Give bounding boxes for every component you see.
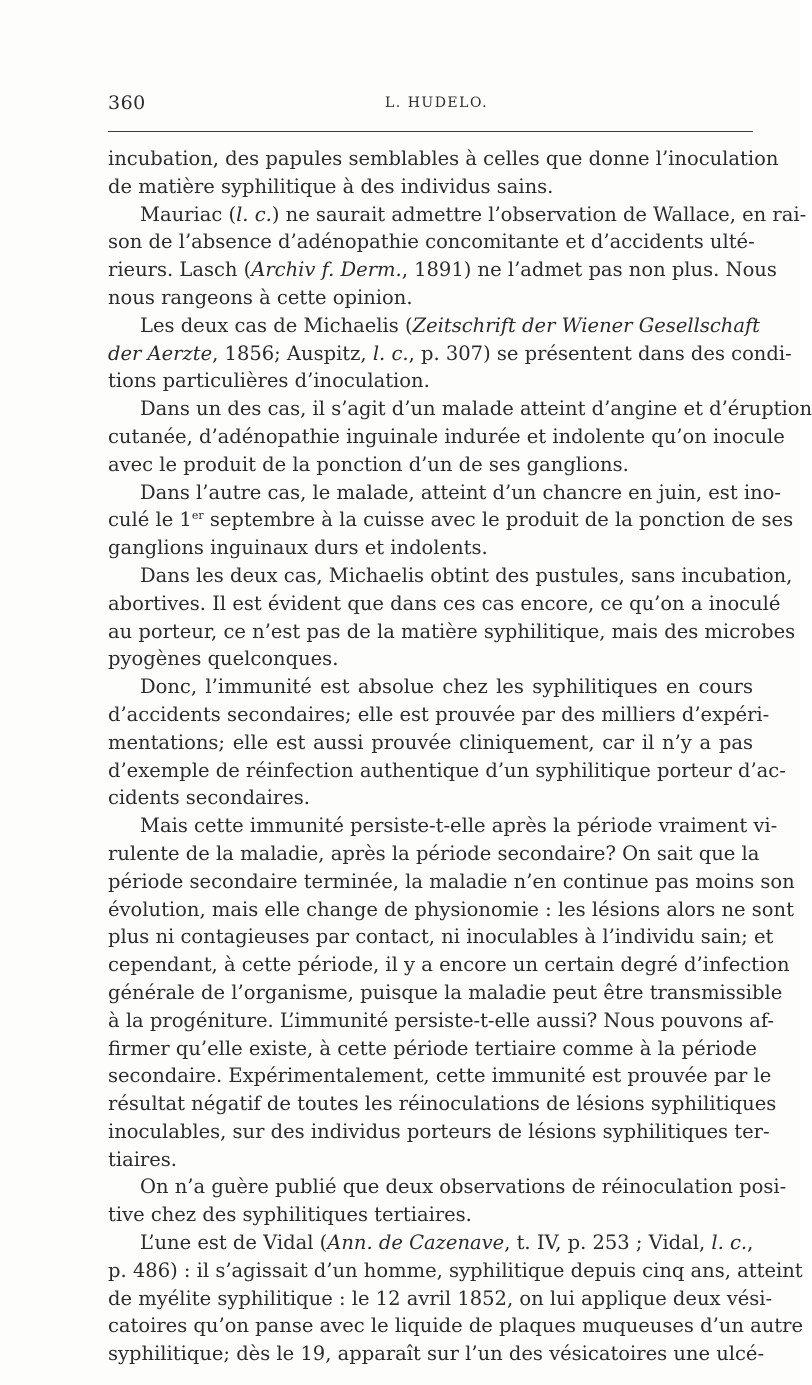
text-run: , t. IV, p. 253 ; Vidal, (504, 1231, 712, 1255)
text-run: plus ni contagieuses par contact, ni inoculables à l’individu sain; et (108, 925, 774, 949)
text-line (108, 534, 753, 562)
header-rule (108, 131, 753, 132)
text-run: Mais cette immunité persiste-t-elle après la période vraiment vi- (140, 814, 778, 838)
text-run: septembre à la cuisse avec le produit de la ponction de ses (203, 508, 794, 532)
text-line (108, 284, 753, 312)
body-text (108, 145, 812, 1368)
text-line (108, 868, 795, 896)
text-line (108, 979, 783, 1007)
text-line (108, 256, 777, 284)
text-run: au porteur, ce n’est pas de la matière syphilitique, mais des microbes (108, 619, 796, 643)
text-run: Donc, l’immunité est absolue chez les syphilitiques en cours (140, 675, 753, 699)
text-run: nous rangeons à cette opinion. (108, 285, 413, 309)
text-line (108, 312, 760, 340)
text-line (108, 1062, 772, 1090)
text-run: , p. 307) se présentent dans des condi- (408, 341, 792, 365)
text-line (108, 395, 812, 423)
text-run: pyogènes quelconques. (108, 647, 339, 671)
text-run: abortives. Il est évident que dans ces cas encore, ce qu’on a inoculé (108, 591, 781, 615)
text-line (108, 506, 794, 534)
text-run: Dans un des cas, il s’agit d’un malade atteint d’angine et d’éruption (140, 397, 812, 421)
text-run: de myélite syphilitique : le 12 avril 1852, on lui applique deux vési- (108, 1286, 773, 1310)
text-run: tiaires. (108, 1147, 178, 1171)
citation-italic: der Aerzte (108, 341, 213, 365)
text-run: évolution, mais elle change de physionomie : les lésions alors ne sont (108, 897, 794, 921)
text-run: inoculables, sur des individus porteurs de lésions syphilitiques ter- (108, 1119, 770, 1143)
page-number: 360 (108, 92, 146, 114)
text-run: d’accidents secondaires; elle est prouvée par des milliers d’expéri- (108, 702, 770, 726)
text-line (108, 896, 794, 924)
text-run: Les deux cas de Michaelis ( (140, 313, 413, 337)
text-line (108, 367, 753, 395)
text-line (108, 1201, 753, 1229)
text-run: secondaire. Expérimentalement, cette immunité est prouvée par le (108, 1064, 772, 1088)
text-run: L’une est de Vidal ( (140, 1231, 328, 1255)
text-line (108, 1007, 774, 1035)
text-run: d’exemple de réinfection authentique d’un syphilitique porteur d’ac- (108, 758, 786, 782)
text-line (108, 1312, 804, 1340)
text-run: avec le produit de la ponction d’un de ses ganglions. (108, 452, 629, 476)
text-line (108, 812, 778, 840)
text-line (108, 590, 781, 618)
text-run: rieurs. Lasch ( (108, 258, 252, 282)
text-run: à la progéniture. L’immunité persiste-t-elle aussi? Nous pouvons af- (108, 1008, 774, 1032)
text-line (108, 451, 753, 479)
citation-italic: Zeitschrift der Wiener Gesellschaft (412, 313, 760, 337)
text-run: , 1891) ne l’admet pas non plus. Nous (401, 258, 777, 282)
text-run: Dans l’autre cas, le malade, atteint d’un chancre en juin, est ino- (140, 480, 781, 504)
text-run: incubation, des papules semblables à celles que donne l’inoculation (108, 147, 779, 170)
text-run: rulente de la maladie, après la période secondaire? On sait que la (108, 841, 760, 865)
text-line (108, 840, 760, 868)
text-run: tive chez des syphilitiques tertiaires. (108, 1203, 472, 1227)
citation-italic: l. c. (236, 202, 272, 226)
text-line (108, 1340, 765, 1368)
text-run: p. 486) : il s’agissait d’un homme, syphilitique depuis cinq ans, atteint (108, 1258, 803, 1282)
text-line (108, 784, 753, 812)
text-run: période secondaire terminée, la maladie n’en continue pas moins son (108, 869, 795, 893)
text-run: son de l’absence d’adénopathie concomitante et d’accidents ulté- (108, 230, 755, 254)
text-run: On n’a guère publié que deux observations de réinoculation posi- (140, 1175, 787, 1199)
text-run: culé le 1 (108, 508, 192, 532)
text-run: , 1856; Auspitz, (212, 341, 373, 365)
text-run: cutanée, d’adénopathie inguinale indurée et indolente qu’on inocule (108, 424, 785, 448)
text-line (108, 923, 774, 951)
text-run: ) ne saurait admettre l’observation de Wallace, en rai- (271, 202, 807, 226)
text-line (108, 1090, 777, 1118)
text-run: cependant, à cette période, il y a encore un certain degré d’infection (108, 953, 790, 977)
page-header (108, 92, 753, 118)
text-line (108, 1285, 773, 1313)
text-line (108, 201, 807, 229)
text-run: Mauriac ( (140, 202, 237, 226)
text-line (108, 562, 793, 590)
text-line (108, 145, 779, 173)
text-run: de matière syphilitique à des individus sains. (108, 174, 554, 198)
citation-italic: Archiv f. Derm. (251, 258, 402, 282)
text-run: firmer qu’elle existe, à cette période tertiaire comme à la période (108, 1036, 757, 1060)
text-run: cidents secondaires. (108, 786, 310, 810)
text-run: générale de l’organisme, puisque la maladie peut être transmissible (108, 980, 783, 1004)
text-line (108, 1229, 753, 1257)
citation-italic: l. c. (372, 341, 409, 365)
text-line (108, 479, 781, 507)
text-line (108, 951, 790, 979)
text-line (108, 757, 786, 785)
text-line (108, 1173, 787, 1201)
text-line (108, 1257, 803, 1285)
text-line (108, 1035, 757, 1063)
text-run: syphilitique; dès le 19, apparaît sur l’un des vésicatoires une ulcé- (108, 1342, 765, 1366)
text-run: ganglions inguinaux durs et indolents. (108, 536, 488, 560)
text-run: Dans les deux cas, Michaelis obtint des pustules, sans incubation, (140, 563, 793, 587)
text-line (108, 673, 753, 701)
citation-italic: l. c. (711, 1231, 748, 1255)
text-line (108, 618, 796, 646)
text-line (108, 701, 770, 729)
text-line (108, 173, 753, 201)
text-line (108, 423, 785, 451)
text-line (108, 729, 753, 757)
running-head: L. HUDELO. (385, 95, 489, 111)
text-line (108, 645, 753, 673)
superscript: er (191, 509, 204, 523)
text-line (108, 1118, 770, 1146)
text-run: mentations; elle est aussi prouvée cliniquement, car il n’y a pas (108, 730, 753, 754)
text-run: catoires qu’on panse avec le liquide de plaques muqueuses d’un autre (108, 1314, 804, 1338)
citation-italic: Ann. de Cazenave (327, 1231, 505, 1255)
text-line (108, 228, 753, 256)
text-run: , (747, 1231, 754, 1255)
text-line (108, 1146, 753, 1174)
text-run: résultat négatif de toutes les réinoculations de lésions syphilitiques (108, 1092, 777, 1116)
text-line (108, 340, 792, 368)
text-run: tions particulières d’inoculation. (108, 369, 430, 393)
